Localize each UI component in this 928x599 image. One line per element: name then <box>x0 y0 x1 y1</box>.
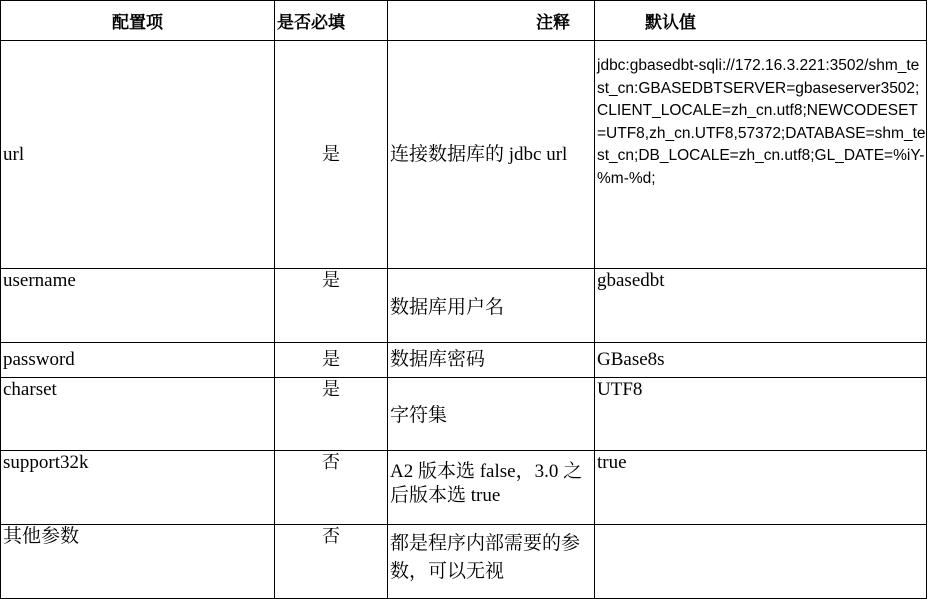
config-key: url <box>1 41 275 269</box>
default-value-text: jdbc:gbasedbt-sqli://172.16.3.221:3502/shm_test_cn:GBASEDBTSERVER=gbaseserver3502;CLIENT_LOCALE=zh_cn.utf8;NEWCODESET=UTF8,zh_cn.UTF8,57372;DATABASE=shm_test_cn;DB_LOCALE=zh_cn.utf8;GL_DATE=%iY-%m-%d; <box>597 57 926 187</box>
table-row <box>1 451 927 525</box>
config-note-text: 连接数据库的 jdbc url <box>390 143 568 165</box>
config-note-text: 都是程序内部需要的参数，可以无视 <box>390 533 581 582</box>
table-row <box>1 41 927 269</box>
header-row <box>1 1 927 41</box>
config-note <box>388 451 595 525</box>
default-value: true <box>595 451 927 525</box>
config-note: 数据库密码 <box>388 343 595 378</box>
config-key: charset <box>1 378 275 451</box>
table-row <box>1 378 927 451</box>
required-flag: 是 <box>275 378 388 451</box>
default-value: UTF8 <box>595 378 927 451</box>
header-config-item: 配置项 <box>1 1 275 41</box>
config-note: 字符集 <box>388 378 595 451</box>
table-row <box>1 343 927 378</box>
config-key: 其他参数 <box>1 525 275 599</box>
config-key: username <box>1 269 275 343</box>
table-row <box>1 269 927 343</box>
config-note <box>388 41 595 269</box>
required-flag: 是 <box>275 343 388 378</box>
required-flag: 否 <box>275 451 388 525</box>
config-note: 数据库用户名 <box>388 269 595 343</box>
default-value: GBase8s <box>595 343 927 378</box>
config-note-text: A2 版本选 false，3.0 之后版本选 true <box>390 461 583 506</box>
default-value: gbasedbt <box>595 269 927 343</box>
config-key: support32k <box>1 451 275 525</box>
config-note <box>388 525 595 599</box>
default-value <box>595 525 927 599</box>
required-flag: 是 <box>275 41 388 269</box>
header-note: 注释 <box>388 1 595 41</box>
config-key: password <box>1 343 275 378</box>
table-row <box>1 525 927 599</box>
default-value <box>595 41 927 269</box>
required-flag: 是 <box>275 269 388 343</box>
required-flag: 否 <box>275 525 388 599</box>
header-required: 是否必填 <box>275 1 388 41</box>
header-default: 默认值 <box>595 1 927 41</box>
